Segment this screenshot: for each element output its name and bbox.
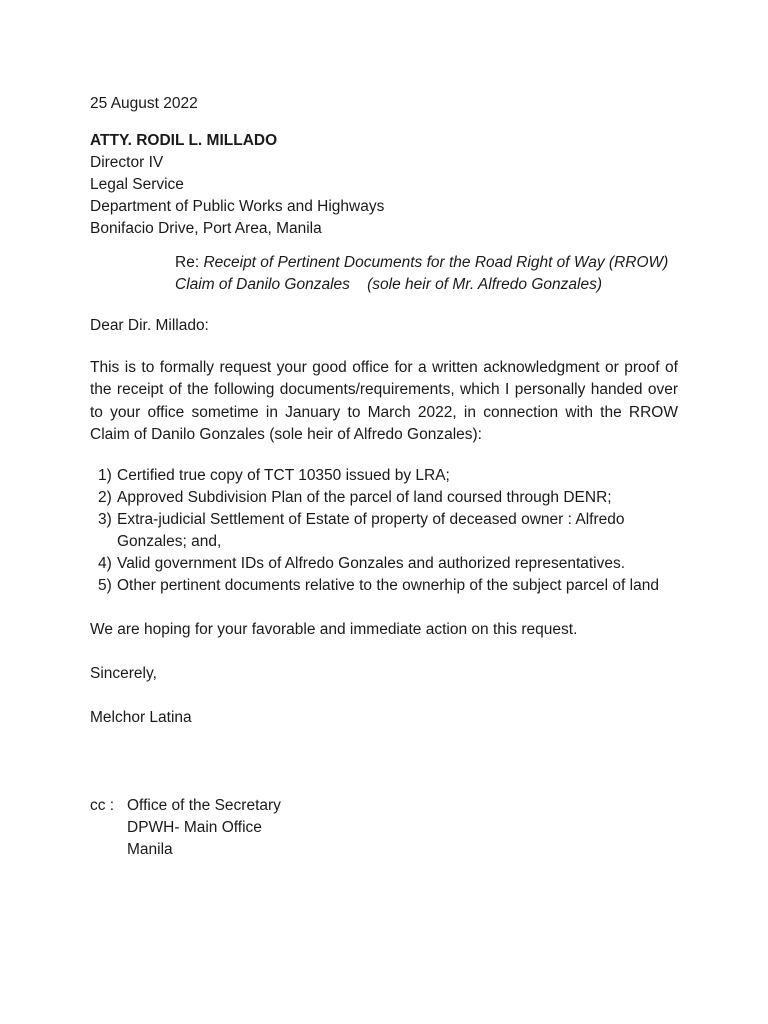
- closing-paragraph: We are hoping for your favorable and immediate action on this request.: [90, 621, 578, 639]
- recipient-unit: Legal Service: [90, 176, 184, 193]
- list-item: [90, 509, 678, 553]
- cc-line: DPWH- Main Office: [127, 819, 262, 837]
- list-item-text: Certified true copy of TCT 10350 issued by LRA;: [117, 467, 450, 485]
- sign-off: Sincerely,: [90, 665, 157, 683]
- list-item-text: Extra-judicial Settlement of Estate of property of deceased owner : Alfredo Gonzales; and,: [117, 511, 625, 551]
- cc-line: Manila: [127, 841, 173, 859]
- cc-label: cc :: [90, 797, 115, 815]
- body-paragraph: This is to formally request your good office for a written acknowledgment or proof of the receipt of the following documents/requirements, which I personally handed over to your office sometime in January to March 2022, in connection with the RROW Claim of Danilo Gonzales (sole heir of Alfredo Gonzales):: [90, 359, 678, 443]
- signer-name: Melchor Latina: [90, 709, 192, 727]
- list-item: [90, 553, 678, 575]
- list-item-number: 1): [98, 467, 112, 485]
- subject-block: [175, 252, 685, 296]
- list-item-number: 5): [98, 577, 112, 595]
- recipient-address: Bonifacio Drive, Port Area, Manila: [90, 220, 322, 237]
- cc-line: Office of the Secretary: [127, 797, 281, 815]
- subject-line-2: Claim of Danilo Gonzales (sole heir of Mr. Alfredo Gonzales): [175, 276, 602, 293]
- list-item-number: 3): [98, 511, 112, 529]
- subject-prefix: Re:: [175, 254, 204, 271]
- list-item-number: 2): [98, 489, 112, 507]
- letter-page: [90, 93, 678, 861]
- cc-block: [90, 795, 678, 861]
- list-item: [90, 487, 678, 509]
- list-item-text: Valid government IDs of Alfredo Gonzales and authorized representatives.: [117, 555, 626, 573]
- list-item-number: 4): [98, 555, 112, 573]
- list-item: [90, 575, 678, 597]
- salutation: Dear Dir. Millado:: [90, 317, 209, 334]
- recipient-name: ATTY. RODIL L. MILLADO: [90, 132, 278, 149]
- recipient-department: Department of Public Works and Highways: [90, 198, 385, 215]
- list-item-text: Other pertinent documents relative to the ownerhip of the subject parcel of land: [117, 577, 659, 595]
- recipient-block: [90, 130, 678, 240]
- list-item-text: Approved Subdivision Plan of the parcel of land coursed through DENR;: [117, 489, 612, 507]
- letter-date: 25 August 2022: [90, 95, 198, 112]
- subject-line-1: Receipt of Pertinent Documents for the Road Right of Way (RROW): [203, 254, 669, 271]
- list-item: [90, 465, 678, 487]
- recipient-title: Director IV: [90, 154, 164, 171]
- requirements-list: [90, 465, 678, 597]
